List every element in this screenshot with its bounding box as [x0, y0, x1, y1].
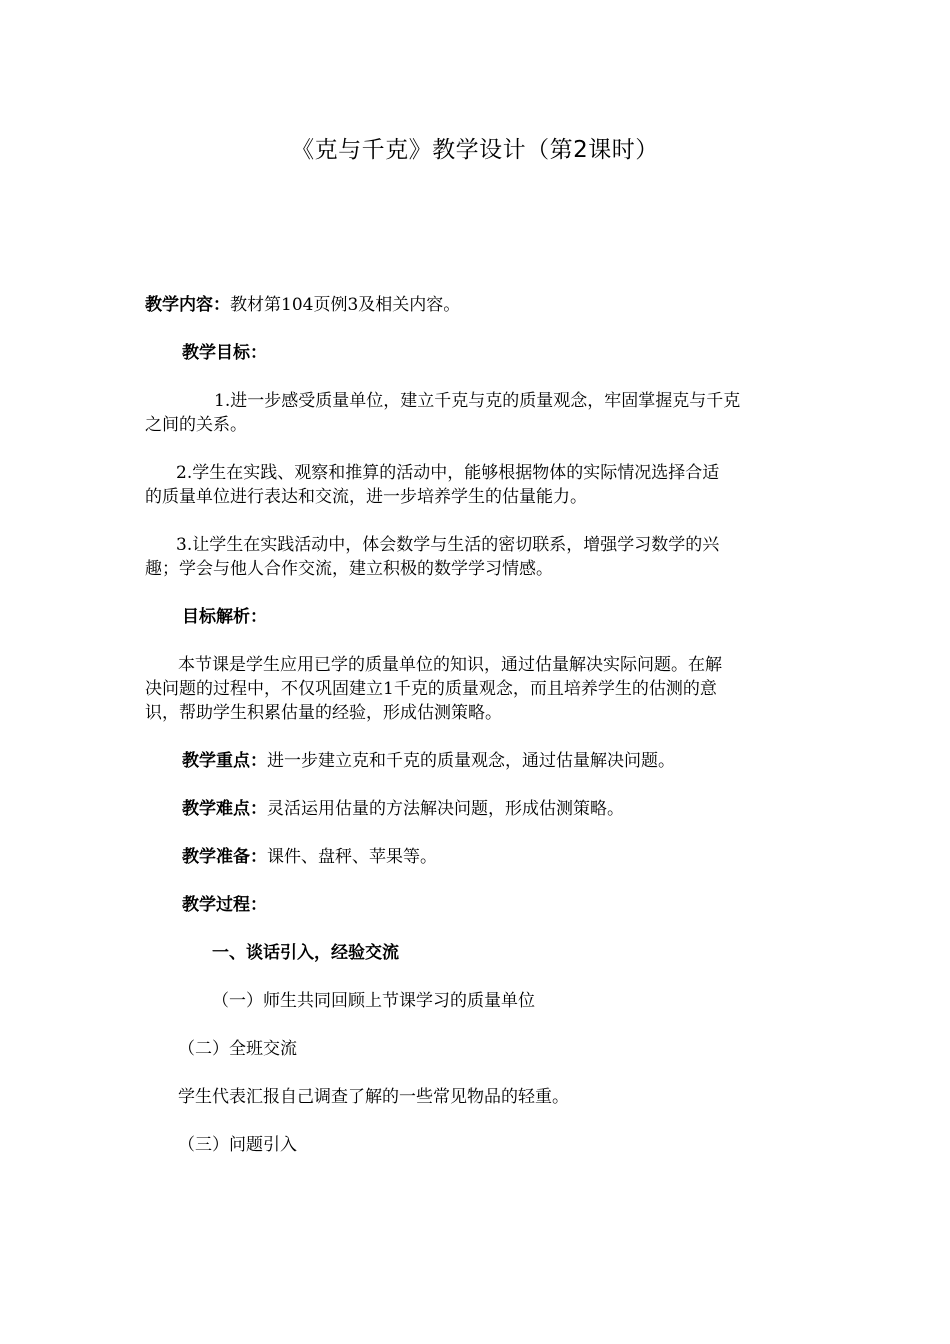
teaching-process-label: 教学过程：	[182, 895, 267, 915]
document-title: 《克与千克》教学设计（第2课时）	[291, 137, 659, 163]
goal-1-line-1: 1.进一步感受质量单位，建立千克与克的质量观念，牢固掌握克与千克	[214, 391, 741, 411]
subsection-3: （三）问题引入	[178, 1135, 297, 1155]
goal-1-line-2: 之间的关系。	[145, 415, 247, 435]
goal-2-line-1: 2.学生在实践、观察和推算的活动中，能够根据物体的实际情况选择合适	[176, 463, 720, 483]
difficulty-label: 教学难点：	[182, 799, 267, 819]
preparation-line	[182, 845, 437, 869]
teaching-goals-label: 教学目标：	[182, 343, 267, 363]
teaching-content-label: 教学内容：	[145, 295, 230, 315]
goal-analysis-label: 目标解析：	[182, 607, 267, 627]
teaching-content-text: 教材第104页例3及相关内容。	[230, 295, 461, 315]
analysis-line-3: 识，帮助学生积累估量的经验，形成估测策略。	[145, 703, 502, 723]
key-point-label: 教学重点：	[182, 751, 267, 771]
analysis-line-2: 决问题的过程中，不仅巩固建立1千克的质量观念，而且培养学生的估测的意	[145, 679, 717, 699]
difficulty-text: 灵活运用估量的方法解决问题，形成估测策略。	[267, 799, 624, 819]
key-point-line	[182, 749, 675, 773]
subsection-2: （二）全班交流	[178, 1039, 297, 1059]
preparation-label: 教学准备：	[182, 847, 267, 867]
section-1-heading: 一、谈话引入，经验交流	[212, 943, 399, 963]
goal-3-line-1: 3.让学生在实践活动中，体会数学与生活的密切联系，增强学习数学的兴	[176, 535, 720, 555]
analysis-line-1: 本节课是学生应用已学的质量单位的知识，通过估量解决实际问题。在解	[178, 655, 722, 675]
subsection-2-text: 学生代表汇报自己调查了解的一些常见物品的轻重。	[178, 1087, 569, 1107]
preparation-text: 课件、盘秤、苹果等。	[267, 847, 437, 867]
subsection-1: （一）师生共同回顾上节课学习的质量单位	[212, 991, 535, 1011]
goal-2-line-2: 的质量单位进行表达和交流，进一步培养学生的估量能力。	[145, 487, 587, 507]
difficulty-line	[182, 797, 624, 821]
goal-3-line-2: 趣；学会与他人合作交流，建立积极的数学学习情感。	[145, 559, 553, 579]
key-point-text: 进一步建立克和千克的质量观念，通过估量解决问题。	[267, 751, 675, 771]
teaching-content-line	[145, 293, 460, 317]
